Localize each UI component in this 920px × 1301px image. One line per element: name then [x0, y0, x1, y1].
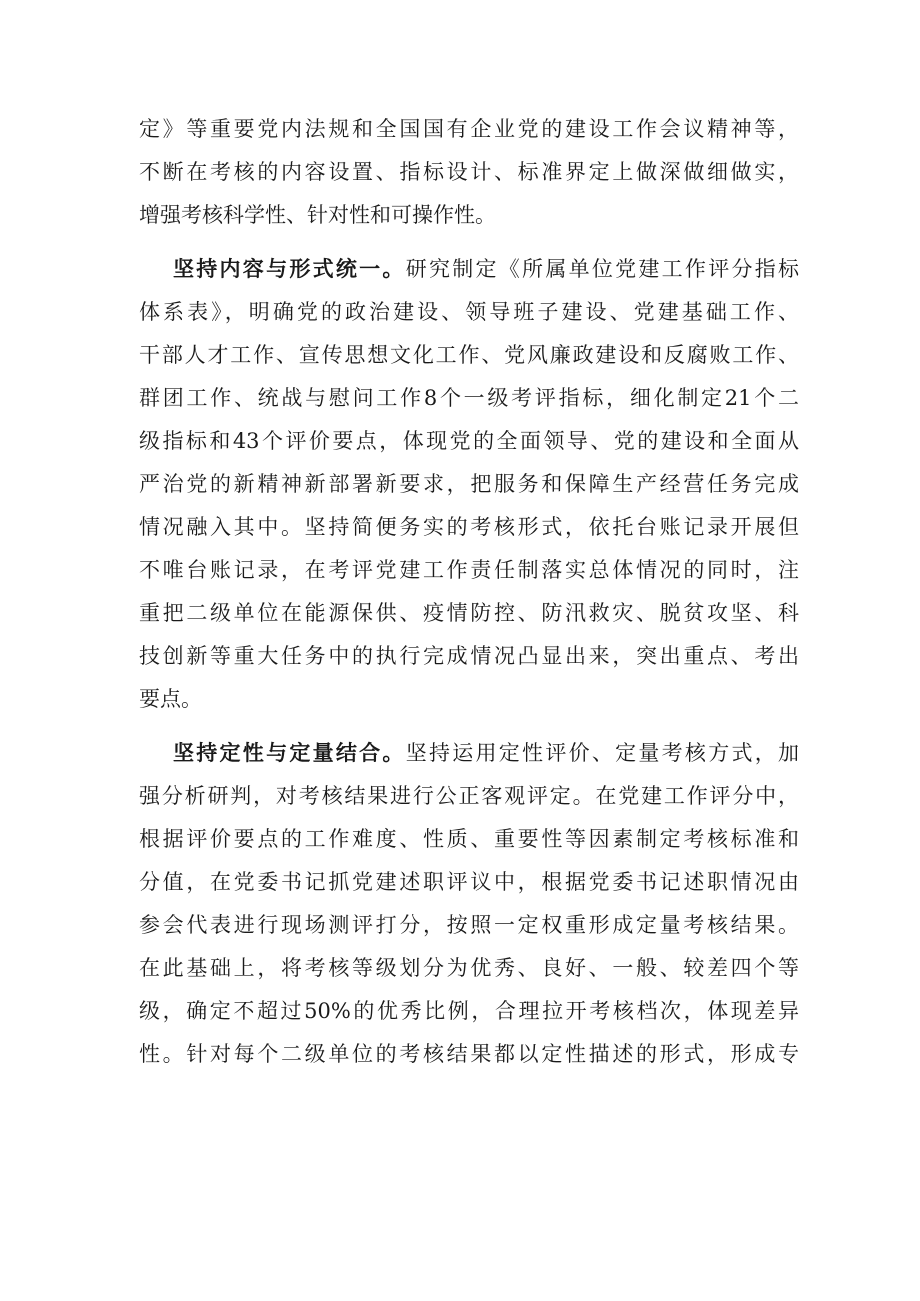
paragraph-heading: 坚持定性与定量结合。: [173, 741, 406, 765]
paragraph-1: [139, 108, 799, 237]
text-span: 研究制定《所属单位党建工作评分指标: [405, 257, 799, 281]
text-line: 根据评价要点的工作难度、性质、重要性等因素制定考核标准和: [139, 827, 799, 851]
paragraph-heading: 坚持内容与形式统一。: [173, 257, 406, 281]
document-body: [139, 108, 799, 1076]
paragraph-3: [139, 732, 799, 1076]
text-span: 坚持运用定性评价、定量考核方式，加: [405, 741, 799, 765]
text-line: 在此基础上，将考核等级划分为优秀、良好、一般、较差四个等: [139, 956, 799, 980]
text-line: 定》等重要党内法规和全国国有企业党的建设工作会议精神等，: [139, 117, 799, 141]
text-line: 情况融入其中。坚持简便务实的考核形式，依托台账记录开展但: [139, 515, 799, 539]
text-line: [139, 248, 799, 291]
text-line: 体系表》，明确党的政治建设、领导班子建设、党建基础工作、: [139, 300, 799, 324]
text-line: 干部人才工作、宣传思想文化工作、党风廉政建设和反腐败工作、: [139, 343, 799, 367]
text-line: [139, 732, 799, 775]
text-line: 不唯台账记录，在考评党建工作责任制落实总体情况的同时，注: [139, 558, 799, 582]
text-line: 分值，在党委书记抓党建述职评议中，根据党委书记述职情况由: [139, 870, 799, 894]
text-line: 要点。: [139, 687, 202, 711]
text-line: 重把二级单位在能源保供、疫情防控、防汛救灾、脱贫攻坚、科: [139, 601, 799, 625]
text-line: 严治党的新精神新部署新要求，把服务和保障生产经营任务完成: [139, 472, 799, 496]
text-line: 增强考核科学性、针对性和可操作性。: [139, 203, 496, 227]
text-line: 群团工作、统战与慰问工作8个一级考评指标，细化制定21个二: [139, 386, 799, 410]
text-line: 性。针对每个二级单位的考核结果都以定性描述的形式，形成专: [139, 1042, 799, 1066]
text-line: 强分析研判，对考核结果进行公正客观评定。在党建工作评分中，: [139, 784, 799, 808]
text-line: 级指标和43个评价要点，体现党的全面领导、党的建设和全面从: [139, 429, 799, 453]
text-line: 不断在考核的内容设置、指标设计、标准界定上做深做细做实，: [139, 160, 799, 184]
text-line: 参会代表进行现场测评打分，按照一定权重形成定量考核结果。: [139, 913, 799, 937]
text-line: 级，确定不超过50%的优秀比例，合理拉开考核档次，体现差异: [139, 999, 799, 1023]
text-line: 技创新等重大任务中的执行完成情况凸显出来，突出重点、考出: [139, 644, 799, 668]
paragraph-2: [139, 248, 799, 721]
